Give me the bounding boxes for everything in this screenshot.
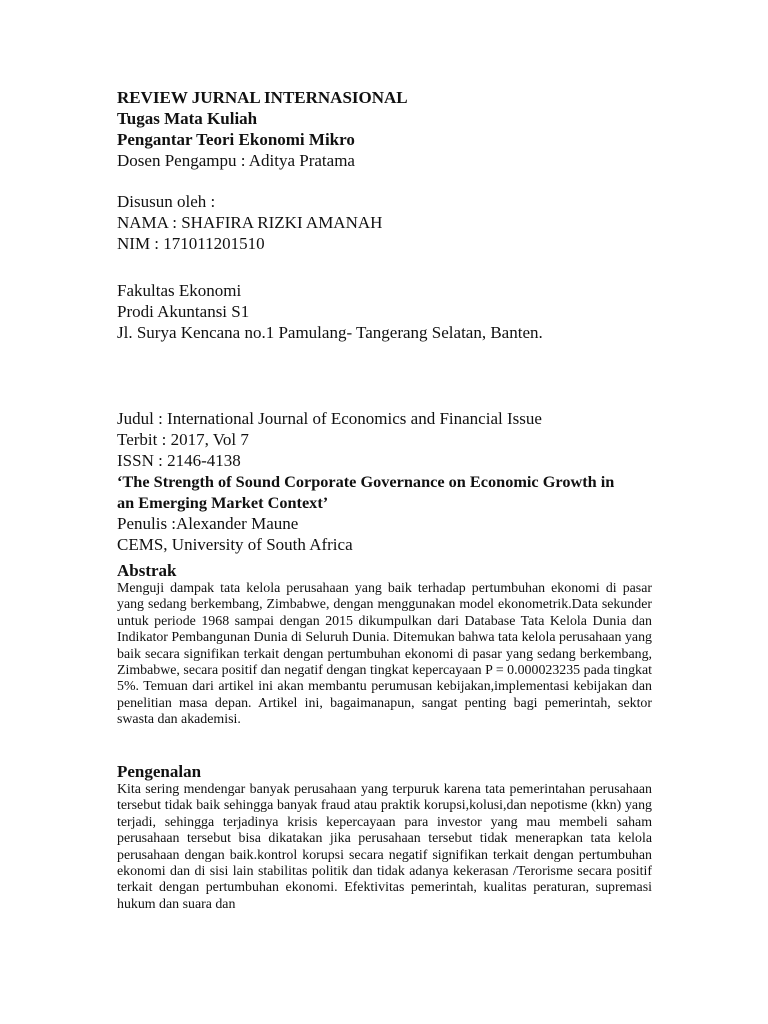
journal-issn: ISSN : 2146-4138 xyxy=(117,451,241,470)
author-affiliation: CEMS, University of South Africa xyxy=(117,535,353,554)
institution-info xyxy=(117,280,652,343)
faculty: Fakultas Ekonomi xyxy=(117,281,242,300)
abstract-text: Menguji dampak tata kelola perusahaan yang baik terhadap pertumbuhan ekonomi di pasar yang sedang berkembang, Zimbabwe, dengan menggunakan model ekonometrik.Data sekunder untuk periode 1968 sampai dengan 2015 dikumpulkan dari Database Tata Kelola Dunia dan Indikator Pembangunan Dunia di Seluruh Dunia. Ditemukan bahwa tata kelola perusahaan yang baik secara signifikan terkait dengan pertumbuhan ekonomi di pasar yang sedang berkembang, Zimbabwe, secara positif dan negatif dengan tingkat kepercayaan P = 0.000023235 pada tingkat 5%. Temuan dari artikel ini akan membantu perumusan kebijakan,implementasi kebijakan dan penelitian masa depan. Artikel ini, bagaimanapun, sangat penting bagi pemerintah, sektor swasta dan akademisi. xyxy=(117,581,652,728)
study-program: Prodi Akuntansi S1 xyxy=(117,302,250,321)
student-nim: NIM : 171011201510 xyxy=(117,234,265,253)
prepared-by: Disusun oleh : xyxy=(117,192,216,211)
student-name: NAMA : SHAFIRA RIZKI AMANAH xyxy=(117,213,383,232)
introduction-text: Kita sering mendengar banyak perusahaan yang terpuruk karena tata pemerintahan perusahaan tersebut tidak baik sehingga banyak fraud atau praktik korupsi,kolusi,dan nepotisme (kkn) yang terjadi, sehingga terjadinya krisis kepercayaan para investor yang mau membeli saham perusahaan tersebut bisa dikatakan jika perusahaan tersebut tidak menerapkan tata kelola perusahaan dengan baik.kontrol korupsi secara negatif signifikan terkait dengan pertumbuhan ekonomi dan di sisi lain stabilitas politik dan tidak adanya kekerasan /Terorisme secara positif terkait dengan pertumbuhan ekonomi. Efektivitas pemerintah, kualitas peraturan, supremasi hukum dan suara dan xyxy=(117,782,652,912)
journal-name: Judul : International Journal of Economics and Financial Issue xyxy=(117,409,542,428)
introduction-heading: Pengenalan xyxy=(117,762,202,781)
journal-publication: Terbit : 2017, Vol 7 xyxy=(117,430,249,449)
course-name: Pengantar Teori Ekonomi Mikro xyxy=(117,130,355,149)
lecturer: Dosen Pengampu : Aditya Pratama xyxy=(117,151,355,170)
abstract-heading: Abstrak xyxy=(117,561,177,580)
journal-info xyxy=(117,408,652,555)
cover-header xyxy=(117,87,652,171)
article-title-line-1: ‘The Strength of Sound Corporate Governance on Economic Growth in xyxy=(117,472,615,491)
author-info xyxy=(117,191,652,254)
document-title: REVIEW JURNAL INTERNASIONAL xyxy=(117,88,408,107)
abstract-section xyxy=(117,560,652,729)
address: Jl. Surya Kencana no.1 Pamulang- Tangerang Selatan, Banten. xyxy=(117,323,543,342)
article-title-line-2: an Emerging Market Context’ xyxy=(117,493,329,512)
course-label: Tugas Mata Kuliah xyxy=(117,109,258,128)
article-author: Penulis :Alexander Maune xyxy=(117,514,299,533)
introduction-section xyxy=(117,761,652,913)
